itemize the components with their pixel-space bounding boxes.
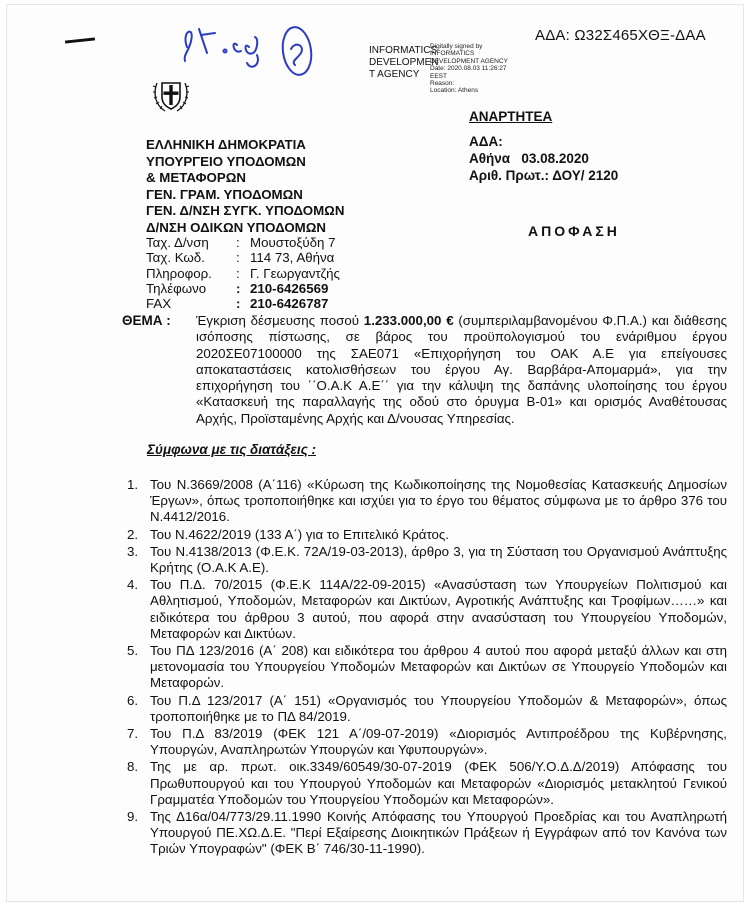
handwritten-note [177, 11, 317, 81]
contact-label: Ταχ. Κωδ. [146, 250, 205, 266]
issuer-line: ΥΠΟΥΡΓΕΙΟ ΥΠΟΔΟΜΩΝ [146, 153, 306, 169]
list-item: 4. Του Π.Δ. 70/2015 (Φ.Ε.Κ 114Α/22-09-2015) «Ανασύσταση των Υπουργείων Πολιτισμού και Αθλητισμού, Υποδομών, Μεταφορών και Δικτύων, Αγροτικής Ανάπτυξης και Τροφίμων……» και ειδικότερα του άρθρου 3 αυτού, που αφορά στην ανασύσταση του Υπουργείου Υποδομών, Μεταφορών και Δικτύων. [127, 577, 727, 641]
ada-label: ΑΔΑ: [469, 134, 503, 149]
issuer-line: ΕΛΛΗΝΙΚΗ ΔΗΜΟΚΡΑΤΙΑ [146, 137, 306, 152]
fax-value: 210-6426787 [250, 296, 329, 312]
contact-row [146, 266, 340, 281]
contact-value: 114 73, Αθήνα [250, 250, 335, 266]
contact-label: Τηλέφωνο [146, 280, 207, 296]
contact-label: Ταχ. Δ/νση [146, 235, 209, 250]
subject-text: Έγκριση δέσμευσης ποσού 1.233.000,00 € (συμπεριλαμβανομένου Φ.Π.Α.) και διάθεσης ισόποσης πίστωσης, σε βάρος του προϋπολογισμού του ενάριθμου έργου 2020ΣΕ07100000 της ΣΑΕ071 «Επιχορήγηση του ΟΑΚ Α.Ε για επείγουσες αποκαταστάσεις κατολισθήσεων του έργου Αγ. Βαρβάρα-Απομαρμά», για την επιχορήγηση του ΄΄Ο.Α.Κ Α.Ε΄΄ για την κάλυψη της δαπάνης υλοποίησης του έργου «Κατασκευή της παραλλαγής της οδού στο όρυγμα Β-01» και ορισμός Αναθέτουσας Αρχής, Προϊσταμένης Αρχής και Δ/νουσας Υπηρεσίας. [196, 313, 727, 426]
list-item: 2. Του Ν.4622/2019 (133 Α΄) για το Επιτελικό Κράτος. [127, 526, 450, 542]
contact-row [146, 296, 340, 311]
issuer-line: Δ/ΝΣΗ ΟΔΙΚΩΝ ΥΠΟΔΟΜΩΝ [146, 219, 327, 235]
contact-row [146, 281, 340, 296]
list-item: 5. Του ΠΔ 123/2016 (Α΄ 208) και ειδικότερα του άρθρου 4 αυτού που αφορά μεταξύ άλλων και στη μετονομασία του Υπουργείου Υποδομών Μεταφορών και Δικτύων σε Υπουργείο Υποδομών και Μεταφορών. [127, 643, 727, 691]
list-item: 1. Του Ν.3669/2008 (Α΄116) «Κύρωση της Κωδικοποίησης της Νομοθεσίας Κατασκευής Δημοσίων Έργων», όπως τροποποιήθηκε και ισχύει για το έργο του θέματος σύμφωνα με το άρθρο 376 του Ν.4412/2016. [127, 477, 727, 525]
contact-separator: : [236, 265, 240, 281]
contact-value: Μουστοξύδη 7 [250, 235, 336, 250]
issuer-line: ΓΕΝ. Δ/ΝΣΗ ΣΥΓΚ. ΥΠΟΔΟΜΩΝ [146, 203, 345, 219]
posting-label: ΑΝΑΡΤΗΤΕΑ [469, 109, 553, 124]
issuer-block [146, 137, 344, 237]
protocol-line: Αριθ. Πρωτ.: ΔΟΥ/ 2120 [469, 168, 619, 183]
contact-separator: : [236, 250, 240, 266]
list-item: 6. Του Π.Δ 123/2017 (Α΄ 151) «Οργανισμός του Υπουργείου Υποδομών & Μεταφορών», όπως τροποποιήθηκε με το ΠΔ 84/2019. [127, 692, 727, 724]
subject-amount: 1.233.000,00 € [363, 313, 454, 328]
provisions-heading: Σύμφωνα με τις διατάξεις : [147, 442, 317, 457]
signature-details: Digitally signed by INFORMATICS DEVELOPMENT AGENCY Date: 2020.08.03 11:26:27 EEST Reason: Location: Athens [430, 43, 508, 95]
contact-label: Πληροφορ. [146, 265, 212, 281]
date-line: Αθήνα 03.08.2020 [469, 151, 589, 166]
contact-separator: : [236, 296, 241, 312]
list-item: 8. Της με αρ. πρωτ. οικ.3349/60549/30-07-2019 (ΦΕΚ 506/Υ.Ο.Δ.Δ/2019) Απόφασης του Πρωθυπουργού και του Υπουργού Υποδομών και Μεταφορών «Διορισμός μετακλητού Γενικού Γραμματέα Υποδομών του Υπουργείου Υποδομών και Μεταφορών». [127, 759, 727, 807]
contact-separator: : [236, 235, 240, 250]
contact-row [146, 235, 340, 250]
margin-dash [65, 37, 95, 43]
subject-label: ΘΕΜΑ : [122, 313, 171, 328]
reference-block [469, 133, 618, 184]
provisions-list [123, 477, 727, 859]
list-item: 7. Του Π.Δ 83/2019 (ΦΕΚ 121 Α΄/09-07-2019) «Διορισμός Αντιπροέδρου της Κυβέρνησης, Υπουργών, Αναπληρωτών Υπουργών και Υφυπουργών». [127, 726, 727, 758]
document-page [6, 4, 744, 902]
ada-code-top: ΑΔΑ: Ω32Σ465ΧΘΞ-ΔΑΑ [535, 27, 706, 44]
issuer-line: ΓΕΝ. ΓΡΑΜ. ΥΠΟΔΟΜΩΝ [146, 186, 303, 202]
contact-row [146, 250, 340, 265]
phone-value: 210-6426569 [250, 280, 329, 296]
list-item: 3. Του Ν.4138/2013 (Φ.Ε.Κ. 72Α/19-03-2013), άρθρο 3, για τη Σύσταση του Οργανισμού Ανάπτυξης Κρήτης (Ο.Α.Κ Α.Ε). [127, 543, 727, 576]
issuer-line: & ΜΕΤΑΦΟΡΩΝ [146, 170, 247, 186]
signature-organization: INFORMATICS DEVELOPMEN T AGENCY [369, 45, 439, 80]
contact-separator: : [236, 280, 241, 296]
decision-title: ΑΠΟΦΑΣΗ [528, 223, 620, 239]
coat-of-arms-icon [151, 75, 191, 115]
contact-label: FAX [146, 296, 172, 312]
contact-block [146, 235, 340, 311]
contact-value: Γ. Γεωργαντζής [250, 265, 340, 281]
list-item: 9. Της Δ16α/04/773/29.11.1990 Κοινής Απόφασης του Υπουργού Προεδρίας και του Αναπληρωτή Υπουργού ΠΕ.ΧΩ.Δ.Ε. "Περί Εξαίρεσης Διοικητικών Πράξεων ή Εγγράφων από τον Κανόνα των Τριών Υπογραφών" (ΦΕΚ Β΄ 746/30-11-1990). [127, 809, 727, 857]
